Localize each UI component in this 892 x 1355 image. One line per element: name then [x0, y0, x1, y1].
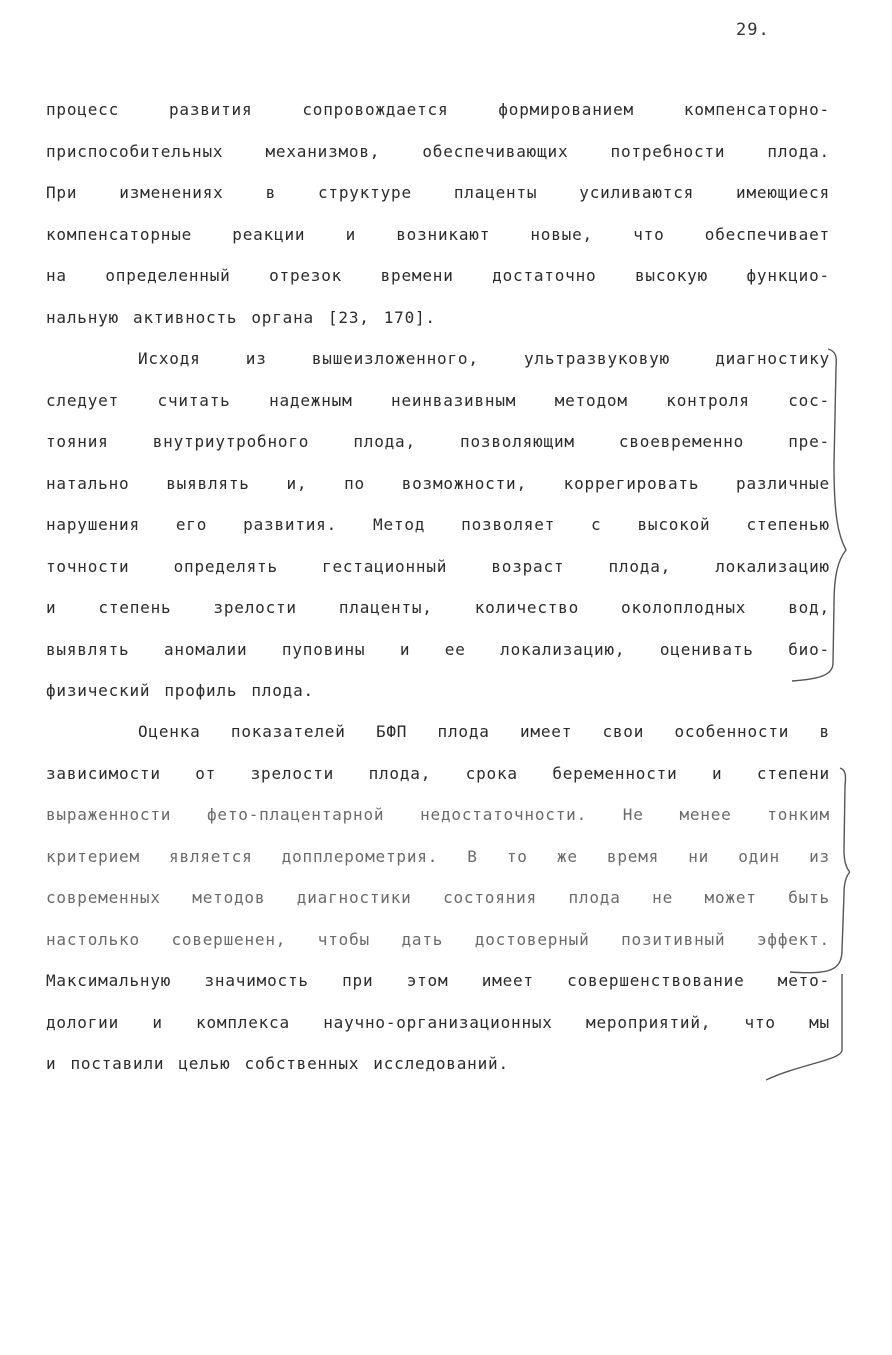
word: био- — [788, 639, 830, 659]
word: коррегировать — [563, 473, 700, 493]
word: позволяет — [461, 515, 556, 534]
word: ультразвуковую — [523, 349, 671, 368]
word: имеет — [519, 722, 573, 741]
word: и — [399, 639, 411, 659]
paragraph-2 — [46, 349, 830, 723]
word: возникают — [396, 224, 491, 244]
word: плода — [568, 888, 621, 907]
word: считать — [157, 390, 231, 410]
word: комплекса — [196, 1012, 290, 1032]
word: сопровождается — [302, 100, 449, 119]
word: своевременно — [618, 432, 745, 451]
text-line — [46, 557, 830, 599]
word: срока — [465, 763, 518, 783]
word: возможности, — [401, 473, 527, 493]
word: активность — [133, 307, 238, 327]
word: тояния — [46, 432, 109, 451]
word: БФП — [375, 722, 408, 741]
word: имеет — [481, 971, 534, 990]
word: при — [342, 971, 374, 990]
text-line — [46, 474, 830, 516]
word: в — [265, 183, 277, 202]
word: достаточно — [492, 266, 597, 285]
word: дологии — [46, 1012, 120, 1032]
word: возраст — [491, 556, 565, 576]
word: нарушения — [46, 515, 140, 534]
word: натально — [46, 473, 130, 493]
word: обеспечивающих — [422, 141, 569, 161]
word: высокую — [634, 266, 708, 285]
word: этом — [406, 971, 449, 990]
word: имеющиеся — [736, 183, 830, 202]
word: плода — [437, 722, 490, 741]
word: на — [46, 266, 67, 285]
word: особенности — [674, 722, 790, 741]
word: неинвазивным — [391, 390, 517, 410]
word: и — [152, 1012, 163, 1032]
word: один — [738, 846, 780, 866]
word: ее — [444, 639, 466, 659]
word: локализацию, — [500, 639, 626, 659]
word: околоплодных — [621, 598, 747, 617]
text-line — [46, 349, 830, 391]
word: достоверный — [474, 929, 590, 949]
word: точности — [46, 556, 130, 576]
text-line — [46, 515, 830, 557]
word: времени — [380, 266, 454, 285]
text-line — [46, 888, 830, 930]
word: исследований. — [373, 1054, 509, 1073]
word: современных — [46, 888, 161, 907]
word: зрелости — [213, 598, 297, 617]
text-line — [46, 266, 830, 308]
word: зрелости — [250, 763, 335, 783]
word: его — [175, 515, 208, 534]
word: время — [606, 846, 660, 866]
word: следует — [46, 390, 120, 410]
word: Максимальную — [46, 971, 172, 990]
word: и — [46, 1054, 57, 1073]
text-line — [46, 640, 830, 682]
page-number: 29. — [736, 20, 770, 40]
text-line — [46, 142, 830, 184]
word: приспособительных — [46, 141, 224, 161]
word: вод, — [788, 598, 830, 617]
word: мероприятий, — [586, 1012, 712, 1032]
word: свои — [602, 722, 645, 741]
word: компенсаторно- — [683, 100, 830, 119]
word: и — [712, 763, 723, 783]
text-line — [46, 183, 830, 225]
word: профиль — [164, 681, 238, 700]
word: фето-плацентарной — [206, 805, 385, 824]
word: При — [46, 183, 78, 202]
word: от — [195, 763, 217, 783]
word: и — [46, 598, 57, 617]
word: Не — [622, 805, 644, 824]
word: оценивать — [659, 639, 754, 659]
word: усиливаются — [579, 183, 695, 202]
word: поставили — [70, 1054, 165, 1073]
word: позитивный — [621, 929, 726, 949]
word: развития — [168, 100, 253, 119]
word: степенью — [746, 515, 830, 534]
word: локализацию — [715, 556, 830, 576]
word: диагностику — [715, 349, 830, 368]
word: беременности — [552, 763, 678, 783]
word: методом — [554, 390, 628, 410]
word: вышеизложенного, — [311, 349, 479, 368]
word: органа — [251, 307, 314, 327]
word: же — [556, 846, 578, 866]
word: контроля — [666, 390, 750, 410]
word: ни — [688, 846, 710, 866]
word: пуповины — [281, 639, 366, 659]
word: функцио- — [746, 266, 830, 285]
word: 170]. — [383, 307, 436, 327]
word: определенный — [105, 266, 231, 285]
word: компенсаторные — [46, 224, 193, 244]
text-line — [46, 1054, 830, 1096]
word: дать — [401, 929, 444, 949]
word: по — [344, 473, 365, 493]
word: совершенствование — [567, 971, 745, 990]
word: плаценты, — [338, 598, 433, 617]
word: что — [744, 1012, 776, 1032]
word: выявлять — [166, 473, 250, 493]
word: методов — [192, 888, 266, 907]
text-line — [46, 847, 830, 889]
word: и, — [286, 473, 308, 493]
word: надежным — [269, 390, 353, 410]
word: то — [506, 846, 528, 866]
word: степень — [98, 598, 172, 617]
text-line — [46, 1013, 830, 1055]
word: механизмов, — [265, 141, 381, 161]
word: Метод — [373, 515, 426, 534]
word: выявлять — [46, 639, 130, 659]
text-line — [46, 930, 830, 972]
word: обеспечивает — [704, 224, 830, 244]
word: из — [809, 846, 830, 866]
word: научно-организационных — [323, 1012, 553, 1032]
word: состояния — [443, 888, 537, 907]
word: допплерометрия. — [281, 846, 439, 866]
word: эффект. — [756, 929, 830, 949]
word: плода. — [251, 681, 314, 700]
word: настолько — [46, 929, 140, 949]
text-line — [46, 432, 830, 474]
word: критерием — [46, 846, 140, 866]
word: целью — [178, 1054, 231, 1073]
text-line — [46, 805, 830, 847]
word: различные — [736, 473, 830, 493]
word: может — [704, 888, 757, 907]
word: плаценты — [453, 183, 538, 202]
word: высокой — [637, 515, 711, 534]
word: диагностики — [296, 888, 412, 907]
word: мето- — [777, 971, 830, 990]
word: нальную — [46, 307, 120, 327]
text-line — [46, 681, 830, 723]
text-line — [46, 308, 830, 350]
word: отрезок — [269, 266, 343, 285]
word: плода, — [608, 556, 672, 576]
word: мы — [809, 1012, 830, 1032]
word: позволяющим — [460, 432, 575, 451]
word: реакции — [232, 224, 306, 244]
word: с — [591, 515, 602, 534]
word: показателей — [230, 722, 346, 741]
word: формированием — [498, 100, 634, 119]
word: Оценка — [138, 722, 201, 741]
text-line — [46, 971, 830, 1013]
word: внутриутробного — [152, 432, 310, 451]
word: что — [633, 224, 665, 244]
word: [23, — [327, 307, 370, 327]
word: потребности — [610, 141, 726, 161]
text-line — [46, 225, 830, 267]
paragraph-3 — [46, 722, 830, 1096]
text-line — [46, 598, 830, 640]
word: количество — [474, 598, 580, 617]
word: зависимости — [46, 763, 161, 783]
word: чтобы — [317, 929, 370, 949]
word: выраженности — [46, 805, 172, 824]
word: плода, — [368, 763, 432, 783]
word: Исходя — [138, 349, 201, 368]
word: процесс — [46, 100, 120, 119]
word: плода, — [353, 432, 416, 451]
text-line — [46, 391, 830, 433]
word: плода. — [767, 141, 830, 161]
word: тонким — [767, 805, 830, 824]
word: недостаточности. — [420, 805, 588, 824]
word: изменениях — [119, 183, 224, 202]
word: является — [169, 846, 253, 866]
word: физический — [46, 681, 151, 700]
word: совершенен, — [171, 929, 287, 949]
paragraph-1 — [46, 100, 830, 349]
text-line — [46, 722, 830, 764]
word: значимость — [204, 971, 309, 990]
word: В — [467, 846, 478, 866]
word: из — [245, 349, 267, 368]
word: собственных — [244, 1054, 360, 1073]
word: аномалии — [163, 639, 248, 659]
word: гестационный — [322, 556, 448, 576]
word: сос- — [788, 390, 830, 410]
text-line — [46, 100, 830, 142]
word: не — [652, 888, 674, 907]
word: пре- — [788, 432, 830, 451]
word: в — [819, 722, 830, 741]
word: развития. — [243, 515, 338, 534]
word: менее — [679, 805, 732, 824]
word: структуре — [317, 183, 412, 202]
text-line — [46, 764, 830, 806]
word: и — [345, 224, 356, 244]
word: новые, — [530, 224, 593, 244]
word: определять — [173, 556, 278, 576]
word: степени — [756, 763, 830, 783]
word: быть — [788, 888, 830, 907]
